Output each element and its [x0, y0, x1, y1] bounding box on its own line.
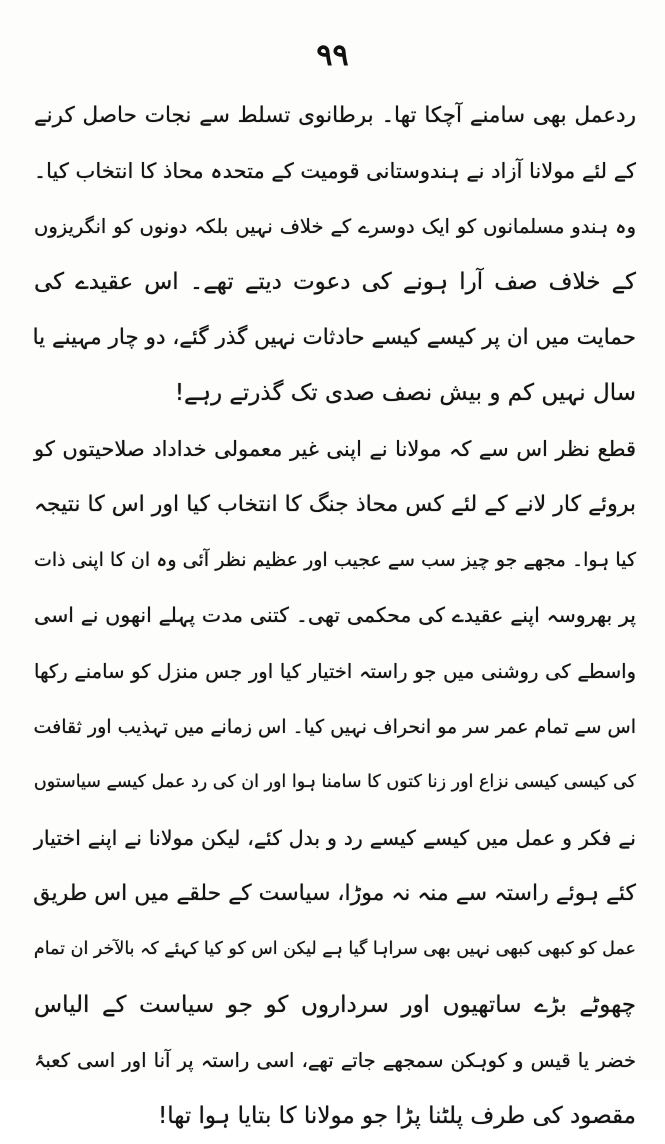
text-line: نے فکر و عمل میں کیسے کیسے رد و بدل کئے، لیکن مولانا نے اپنے اختیار [34, 825, 636, 850]
text-line: قطع نظر اس سے کہ مولانا نے اپنی غیر معمولی خداداد صلاحیتوں کو [34, 436, 636, 461]
text-line: کی کیسی کیسی نزاع اور زنا کتوں کا سامنا ہوا اور ان کی رد عمل کیسے سیاستوں [33, 772, 636, 793]
text-line: حمایت میں ان پر کیسے کیسے حادثات نہیں گذر گئے، دو چار مہینے یا [32, 325, 636, 351]
text-line: چھوٹے بڑے ساتھیوں اور سرداروں کو جو سیاست کے الیاس [34, 991, 636, 1018]
text-line: عمل کو کبھی کبھی نہیں بھی سراہا گیا ہے لیکن اس کو کیا کہئے کہ بالآخر ان تمام [33, 938, 636, 959]
page-number: ۹۹ [316, 38, 349, 73]
text-line: وہ ہندو مسلمانوں کو ایک دوسرے کے خلاف نہیں بلکہ دونوں کو انگریزوں [34, 215, 636, 239]
text-line: واسطے کی روشنی میں جو راستہ اختیار کیا اور جس منزل کو سامنے رکھا [34, 659, 636, 683]
text-line: کے لئے مولانا آزاد نے ہندوستانی قومیت کے متحدہ محاذ کا انتخاب کیا۔ [33, 158, 636, 183]
text-line: اس سے تمام عمر سر مو انحراف نہیں کیا۔ اس زمانے میں تہذیب اور ثقافت [33, 715, 636, 738]
text-line: کے خلاف صف آرا ہونے کی دعوت دیتے تھے۔ اس عقیدے کی [34, 268, 636, 295]
body-text [34, 88, 636, 1144]
text-line: پر بھروسہ اپنے عقیدے کی محکمی تھی۔ کتنی مدت پہلے انھوں نے اسی [34, 603, 636, 628]
text-line: ردعمل بھی سامنے آچکا تھا۔ برطانوی تسلط سے نجات حاصل کرنے [34, 103, 636, 128]
text-line: خضر یا قیس و کوہکن سمجھے جاتے تھے، اسی راستہ پر آنا اور اسی کعبۂ [34, 1049, 636, 1073]
text-line: کیا ہوا۔ مجھے جو چیز سب سے عجیب اور عظیم نظر آئی وہ ان کا اپنی ذات [34, 548, 636, 571]
text-line: بروئے کار لانے کے لئے کس محاذ جنگ کا انتخاب کیا اور اس کا نتیجہ [34, 492, 636, 518]
text-line: مقصود کی طرف پلٹنا پڑا جو مولانا کا بتایا ہوا تھا! [157, 1102, 636, 1129]
text-line: کئے ہوئے راستہ سے منہ نہ موڑا، سیاست کے حلقے میں اس طریق [33, 881, 636, 907]
text-line: سال نہیں کم و بیش نصف صدی تک گذرتے رہے! [174, 379, 636, 406]
